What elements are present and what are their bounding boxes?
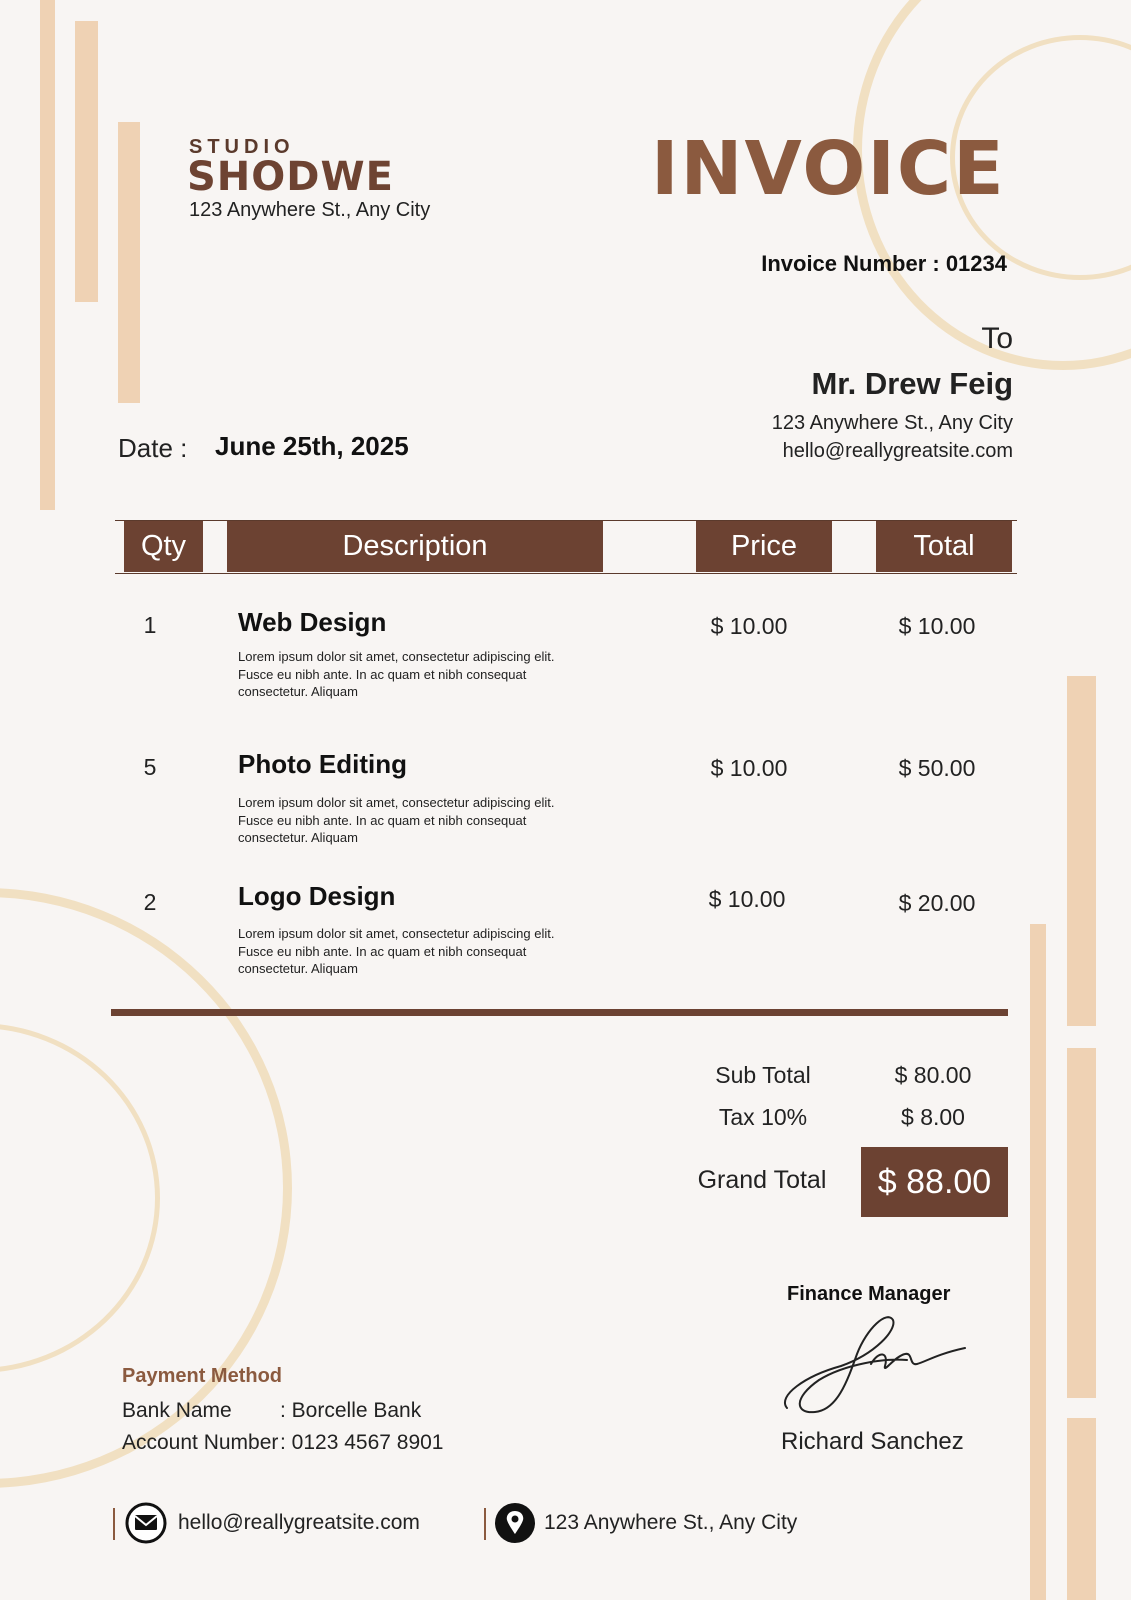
footer-separator [484,1508,486,1540]
item-title: Web Design [238,607,387,637]
date-label: Date : [118,433,188,463]
item-price: $ 10.00 [708,886,786,912]
to-label: To [981,322,1013,355]
item-price: $ 10.00 [710,755,788,781]
decor-bar [1030,924,1046,1600]
item-title: Logo Design [238,881,396,911]
grand-total-value: $ 88.00 [861,1147,1008,1217]
subtotal-value: $ 80.00 [894,1062,972,1088]
account-number-value: : 0123 4567 8901 [280,1431,444,1454]
table-header-rule [115,573,1017,574]
table-bottom-rule [111,1009,1008,1016]
date-value: June 25th, 2025 [215,431,409,461]
header-total: Total [876,521,1012,572]
client-name: Mr. Drew Feig [811,366,1013,401]
signoff-role: Finance Manager [787,1283,951,1305]
header-description: Description [227,521,603,572]
brand-address: 123 Anywhere St., Any City [189,199,431,221]
item-qty: 2 [143,889,157,915]
mail-icon [125,1502,167,1544]
brand-tagline: STUDIO [189,136,295,158]
item-price: $ 10.00 [710,613,788,639]
bank-name-label: Bank Name [122,1399,232,1422]
signoff-name: Richard Sanchez [781,1428,964,1455]
item-description: Lorem ipsum dolor sit amet, consectetur adipiscing elit. Fusce eu nibh ante. In ac quam et nibh consequat consectetur. Aliquam [238,649,555,699]
location-pin-icon [494,1502,536,1544]
decor-bar [1067,1418,1096,1600]
decor-bar [1067,676,1096,1026]
item-total: $ 20.00 [898,890,976,916]
item-qty: 1 [143,612,157,638]
subtotal-label: Sub Total [715,1062,811,1088]
invoice-title: INVOICE [651,126,1006,212]
decor-bar [118,122,140,403]
footer-separator [113,1508,115,1540]
decor-bar [1067,1048,1096,1398]
signature-icon [775,1310,975,1420]
footer-address: 123 Anywhere St., Any City [544,1511,798,1534]
brand-name: SHODWE [187,154,394,200]
decor-bar [75,21,98,302]
payment-method-title: Payment Method [122,1365,283,1387]
item-total: $ 10.00 [898,613,976,639]
footer-email[interactable]: hello@reallygreatsite.com [178,1511,420,1534]
client-email: hello@reallygreatsite.com [782,440,1013,462]
account-number-label: Account Number [122,1431,279,1454]
header-price: Price [696,521,832,572]
client-address: 123 Anywhere St., Any City [771,412,1013,434]
item-description: Lorem ipsum dolor sit amet, consectetur adipiscing elit. Fusce eu nibh ante. In ac quam et nibh consequat consectetur. Aliquam [238,926,555,976]
bank-name-value: : Borcelle Bank [280,1399,422,1422]
invoice-number: Invoice Number : 01234 [761,251,1007,276]
grand-total-label: Grand Total [697,1166,827,1194]
header-qty: Qty [124,521,203,572]
item-description: Lorem ipsum dolor sit amet, consectetur adipiscing elit. Fusce eu nibh ante. In ac quam et nibh consequat consectetur. Aliquam [238,795,555,845]
item-total: $ 50.00 [898,755,976,781]
decor-bar [40,0,55,510]
item-title: Photo Editing [238,749,407,779]
tax-value: $ 8.00 [901,1104,965,1130]
tax-label: Tax 10% [718,1104,808,1130]
item-qty: 5 [143,754,157,780]
